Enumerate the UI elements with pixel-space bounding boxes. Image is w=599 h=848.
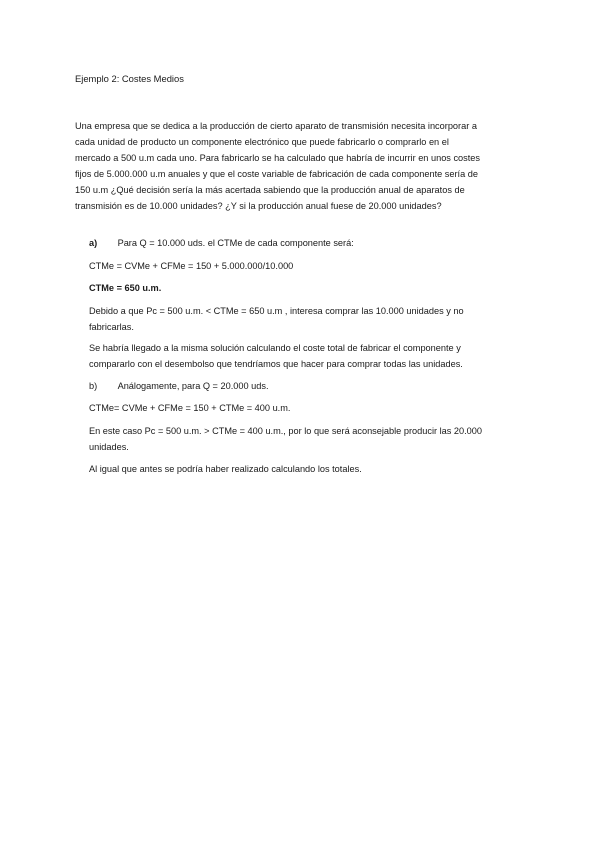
result-a [89, 281, 519, 297]
problem-statement [75, 118, 525, 214]
document-title: Ejemplo 2: Costes Medios [75, 73, 184, 84]
decision-b-line: unidades. [89, 441, 129, 452]
alternative-solution [89, 341, 519, 372]
problem-statement-line: fijos de 5.000.000 u.m anuales y que el coste variable de fabricación de cada componente sería de [75, 169, 478, 179]
formula-b [89, 401, 519, 417]
problem-statement-line: 150 u.m ¿Qué decisión sería la más acertada sabiendo que la producción anual de aparatos de [75, 185, 465, 195]
item-b-heading [89, 380, 269, 393]
alternative-solution-line: compararlo con el desembolso que tendríamos que hacer para comprar todas las unidades. [89, 358, 463, 369]
item-b-text: Análogamente, para Q = 20.000 uds. [117, 381, 269, 391]
decision-b-line: En este caso Pc = 500 u.m. > CTMe = 400 u.m., por lo que será aconsejable producir las 20.000 [89, 426, 482, 436]
closing-remark [89, 462, 519, 478]
alternative-solution-line: Se habría llegado a la misma solución calculando el coste total de fabricar el componente y [89, 343, 461, 353]
problem-statement-line: Una empresa que se dedica a la producción de cierto aparato de transmisión necesita incorporar a [75, 121, 477, 131]
formula-a-text: CTMe = CVMe + CFMe = 150 + 5.000.000/10.000 [89, 261, 294, 271]
problem-statement-line: transmisión es de 10.000 unidades? ¿Y si la producción anual fuese de 20.000 unidades? [75, 201, 442, 211]
formula-a [89, 259, 519, 275]
closing-remark-text: Al igual que antes se podría haber realizado calculando los totales. [89, 464, 362, 474]
result-a-text: CTMe = 650 u.m. [89, 283, 162, 293]
decision-a-line: Debido a que Pc = 500 u.m. < CTMe = 650 u.m , interesa comprar las 10.000 unidades y no [89, 306, 464, 316]
problem-statement-line: cada unidad de producto un componente electrónico que puede fabricarlo o comprarlo en el [75, 137, 449, 147]
item-a-heading [89, 237, 354, 250]
item-b-marker: b) [89, 381, 98, 391]
decision-a [89, 304, 519, 335]
problem-statement-line: mercado a 500 u.m cada uno. Para fabricarlo se ha calculado que habría de incurrir en unos costes [75, 153, 480, 163]
formula-b-text: CTMe= CVMe + CFMe = 150 + CTMe = 400 u.m. [89, 403, 291, 413]
decision-a-line: fabricarlas. [89, 321, 134, 332]
item-a-text: Para Q = 10.000 uds. el CTMe de cada componente será: [117, 238, 354, 248]
decision-b [89, 424, 519, 455]
item-a-marker: a) [89, 238, 98, 248]
